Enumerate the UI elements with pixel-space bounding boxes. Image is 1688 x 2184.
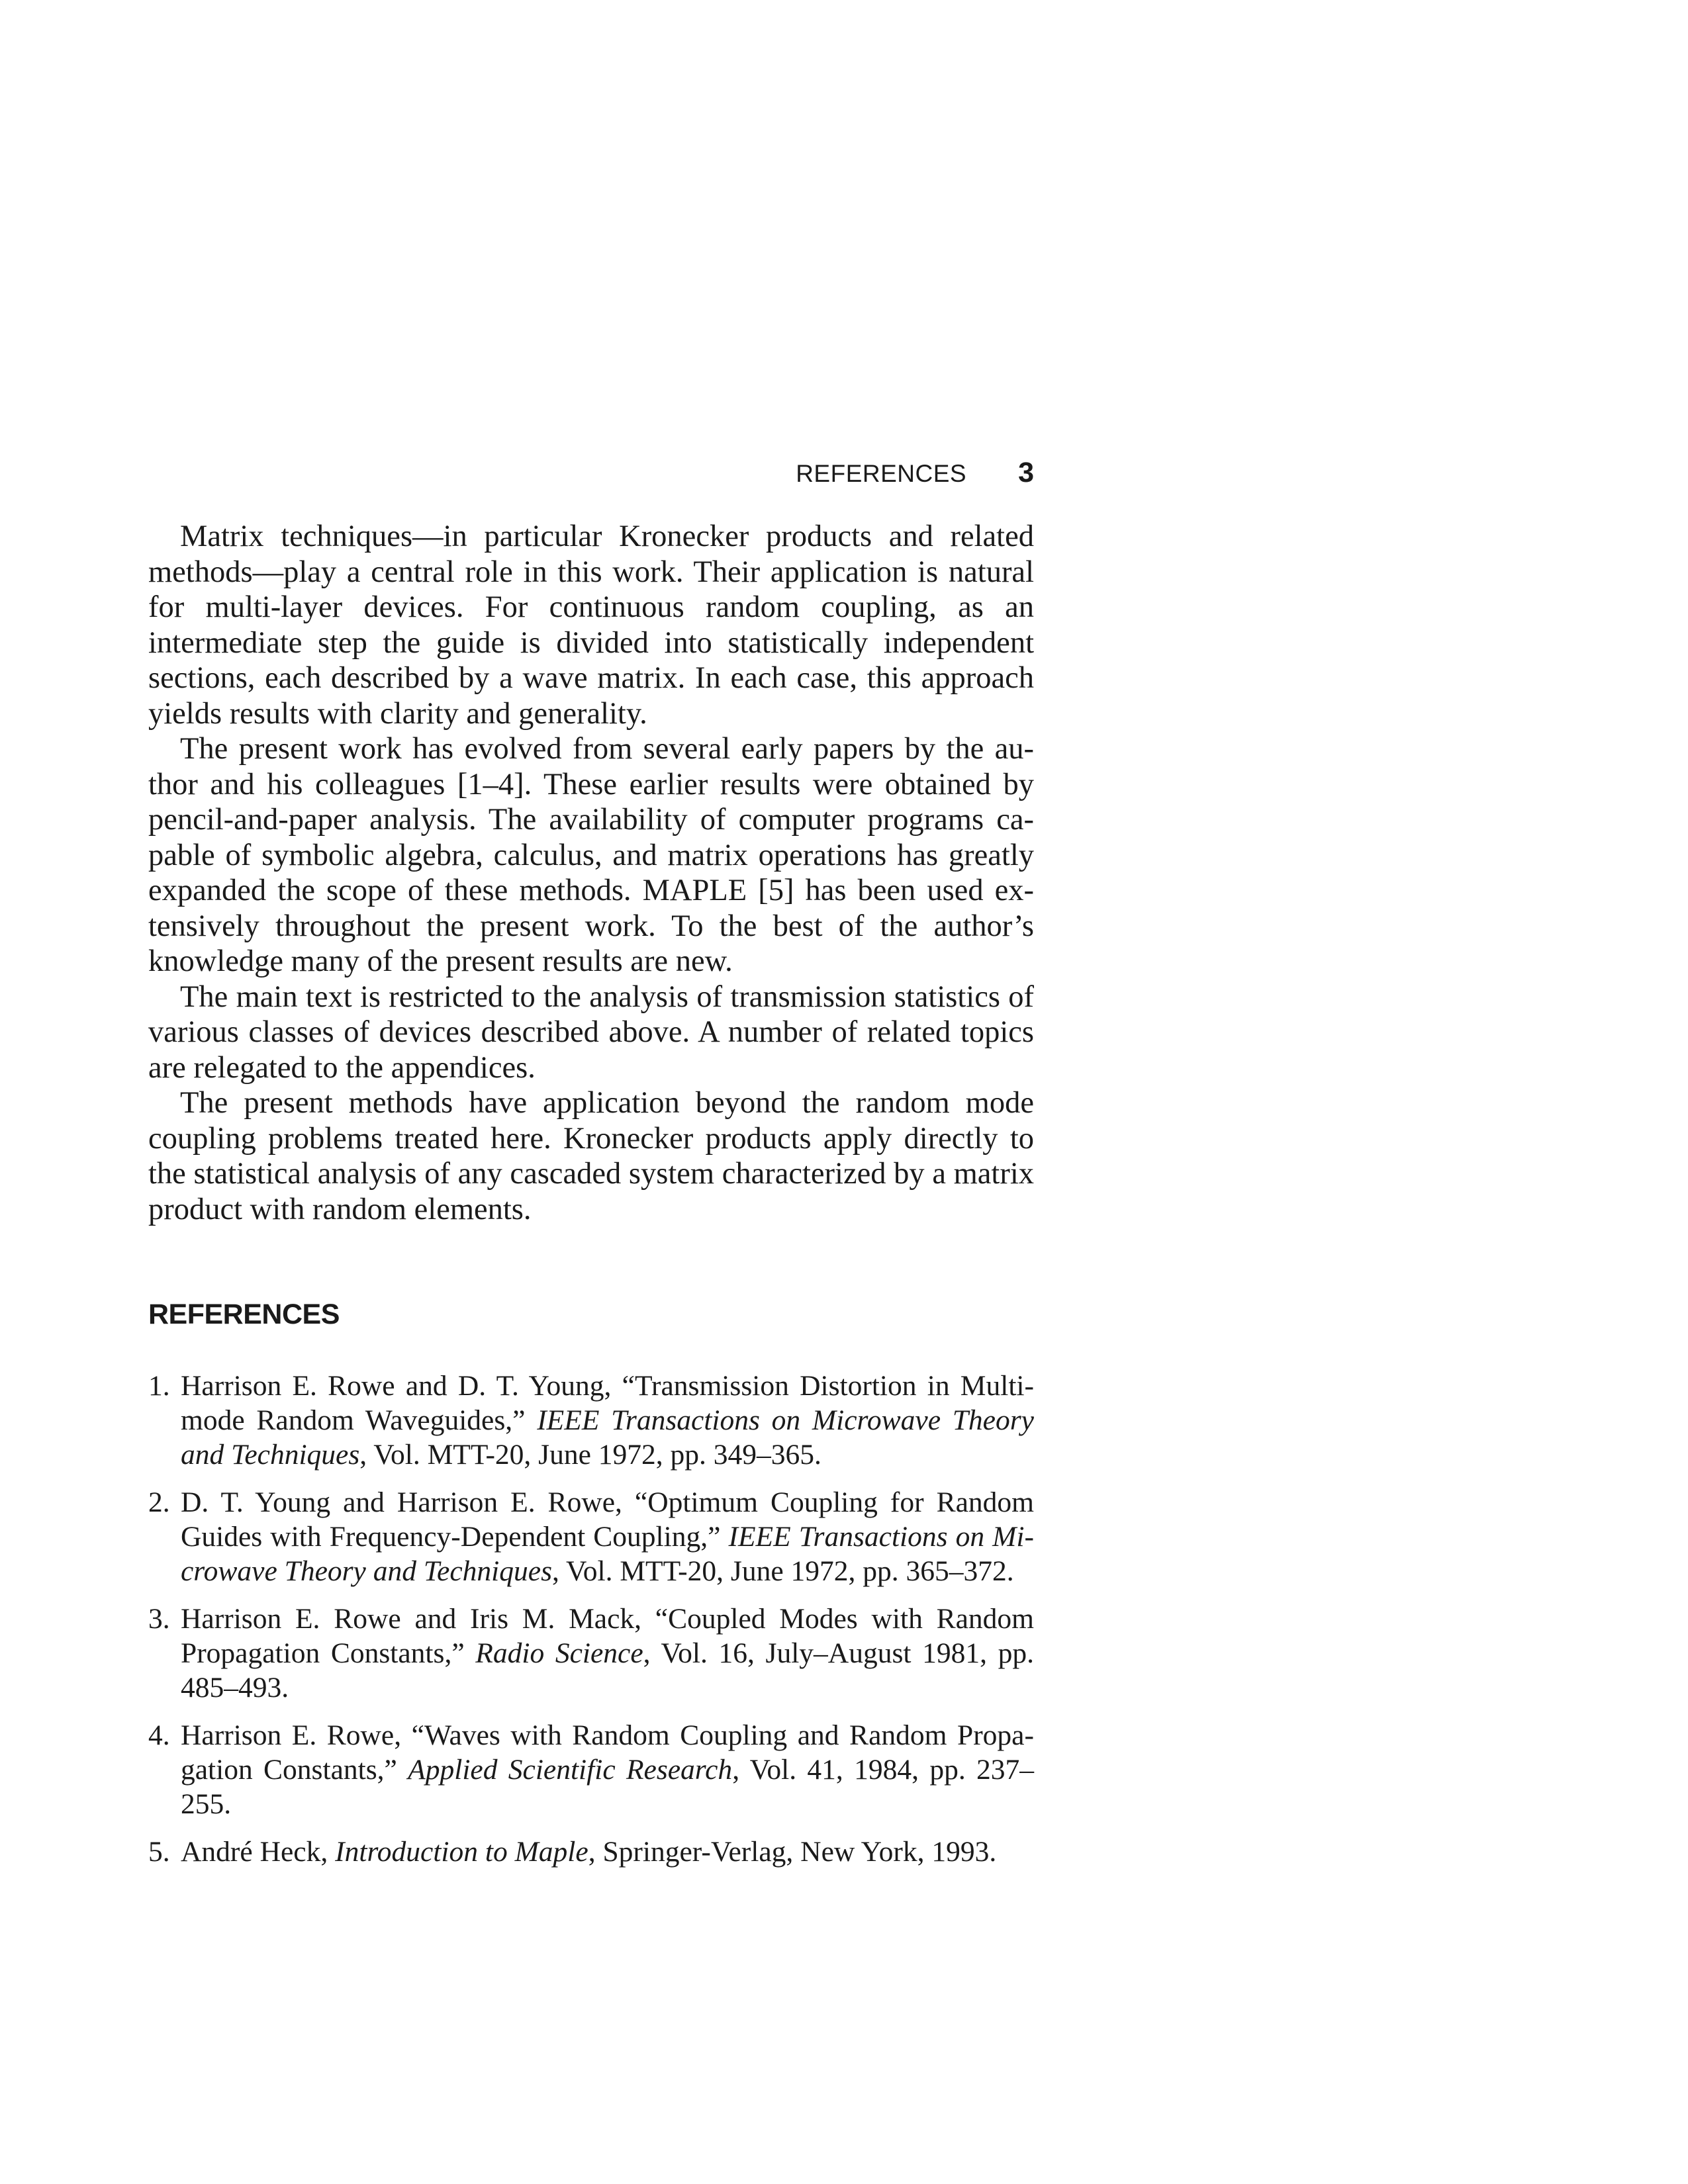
body-paragraph-3: The main text is restricted to the analysis of transmission statistics of various classes of devices described above. A number of related topics are relegated to the appendices. [148,979,1034,1085]
reference-journal: IEEE Transactions on Microwave Theory and Techniques [181,1521,1034,1587]
reference-details: , Vol. MTT-20, June 1972, pp. 365–372. [552,1555,1014,1587]
reference-text [181,1835,1034,1869]
reference-journal: IEEE Transactions on Microwave Theory and Techniques [181,1404,1034,1471]
reference-authors-title: D. T. Young and Harrison E. Rowe, “Optimum Coupling for Random Guides with Frequency-Dependent Coupling,” [181,1486,1034,1553]
reference-details: , Vol. 16, July–August 1981, pp. 485–493. [181,1637,1034,1704]
reference-number: 5. [148,1836,170,1868]
reference-number: 3. [148,1603,170,1635]
reference-author: André Heck, [181,1836,336,1868]
reference-list [148,1369,1034,1882]
reference-details: , Vol. 41, 1984, pp. 237–255. [181,1754,1035,1820]
reference-text [181,1485,1034,1588]
reference-journal: Applied Scientific Research [408,1754,733,1786]
reference-item-3 [148,1602,1034,1705]
reference-text [181,1602,1034,1705]
reference-authors-title: Harrison E. Rowe, “Waves with Random Coupling and Random Propagation Constants,” [181,1719,1034,1786]
reference-item-1 [148,1369,1034,1472]
reference-number: 1. [148,1370,170,1402]
body-paragraph-4: The present methods have application beyond the random mode coupling problems treated here. Kronecker products apply directly to the statistical analysis of any cascaded system characterized by a matrix product with random elements. [148,1086,1034,1226]
reference-item-2 [148,1485,1034,1588]
reference-journal: Radio Science [475,1637,643,1669]
running-head-title: REFERENCES [796,460,967,487]
body-text [148,519,1034,1227]
references-heading: REFERENCES [148,1298,340,1330]
document-page [148,0,1034,2184]
page-number: 3 [1018,457,1034,488]
reference-book-title: Introduction to Maple [335,1836,588,1868]
reference-authors-title: Harrison E. Rowe and Iris M. Mack, “Coupled Modes with Random Propagation Constants,” [181,1603,1034,1669]
body-paragraph-2: The present work has evolved from several early papers by the author and his colleagues [1–4]. These earlier results were obtained by pencil-and-paper analysis. The availability of computer programs capable of symbolic algebra, calculus, and matrix operations has greatly expanded the scope of these methods. MAPLE [5] has been used extensively throughout the present work. To the best of the author’s knowledge many of the present results are new. [148,732,1034,978]
body-paragraph-1: Matrix techniques—in particular Kronecker products and related methods—play a central role in this work. Their application is natural for multi-layer devices. For continuous random coupling, as an intermediate step the guide is divided into statistically independent sections, each described by a wave matrix. In each case, this approach yields results with clarity and generality. [148,520,1034,731]
reference-number: 2. [148,1486,170,1518]
reference-authors-title: Harrison E. Rowe and D. T. Young, “Transmission Distortion in Multimode Random Waveguides,” [181,1370,1034,1436]
reference-details: , Vol. MTT-20, June 1972, pp. 349–365. [359,1439,821,1471]
running-head [796,457,1034,489]
reference-item-4 [148,1718,1034,1821]
reference-text [181,1718,1034,1821]
reference-details: , Springer-Verlag, New York, 1993. [588,1836,997,1868]
reference-text [181,1369,1034,1472]
reference-number: 4. [148,1719,170,1751]
reference-item-5 [148,1835,1034,1869]
